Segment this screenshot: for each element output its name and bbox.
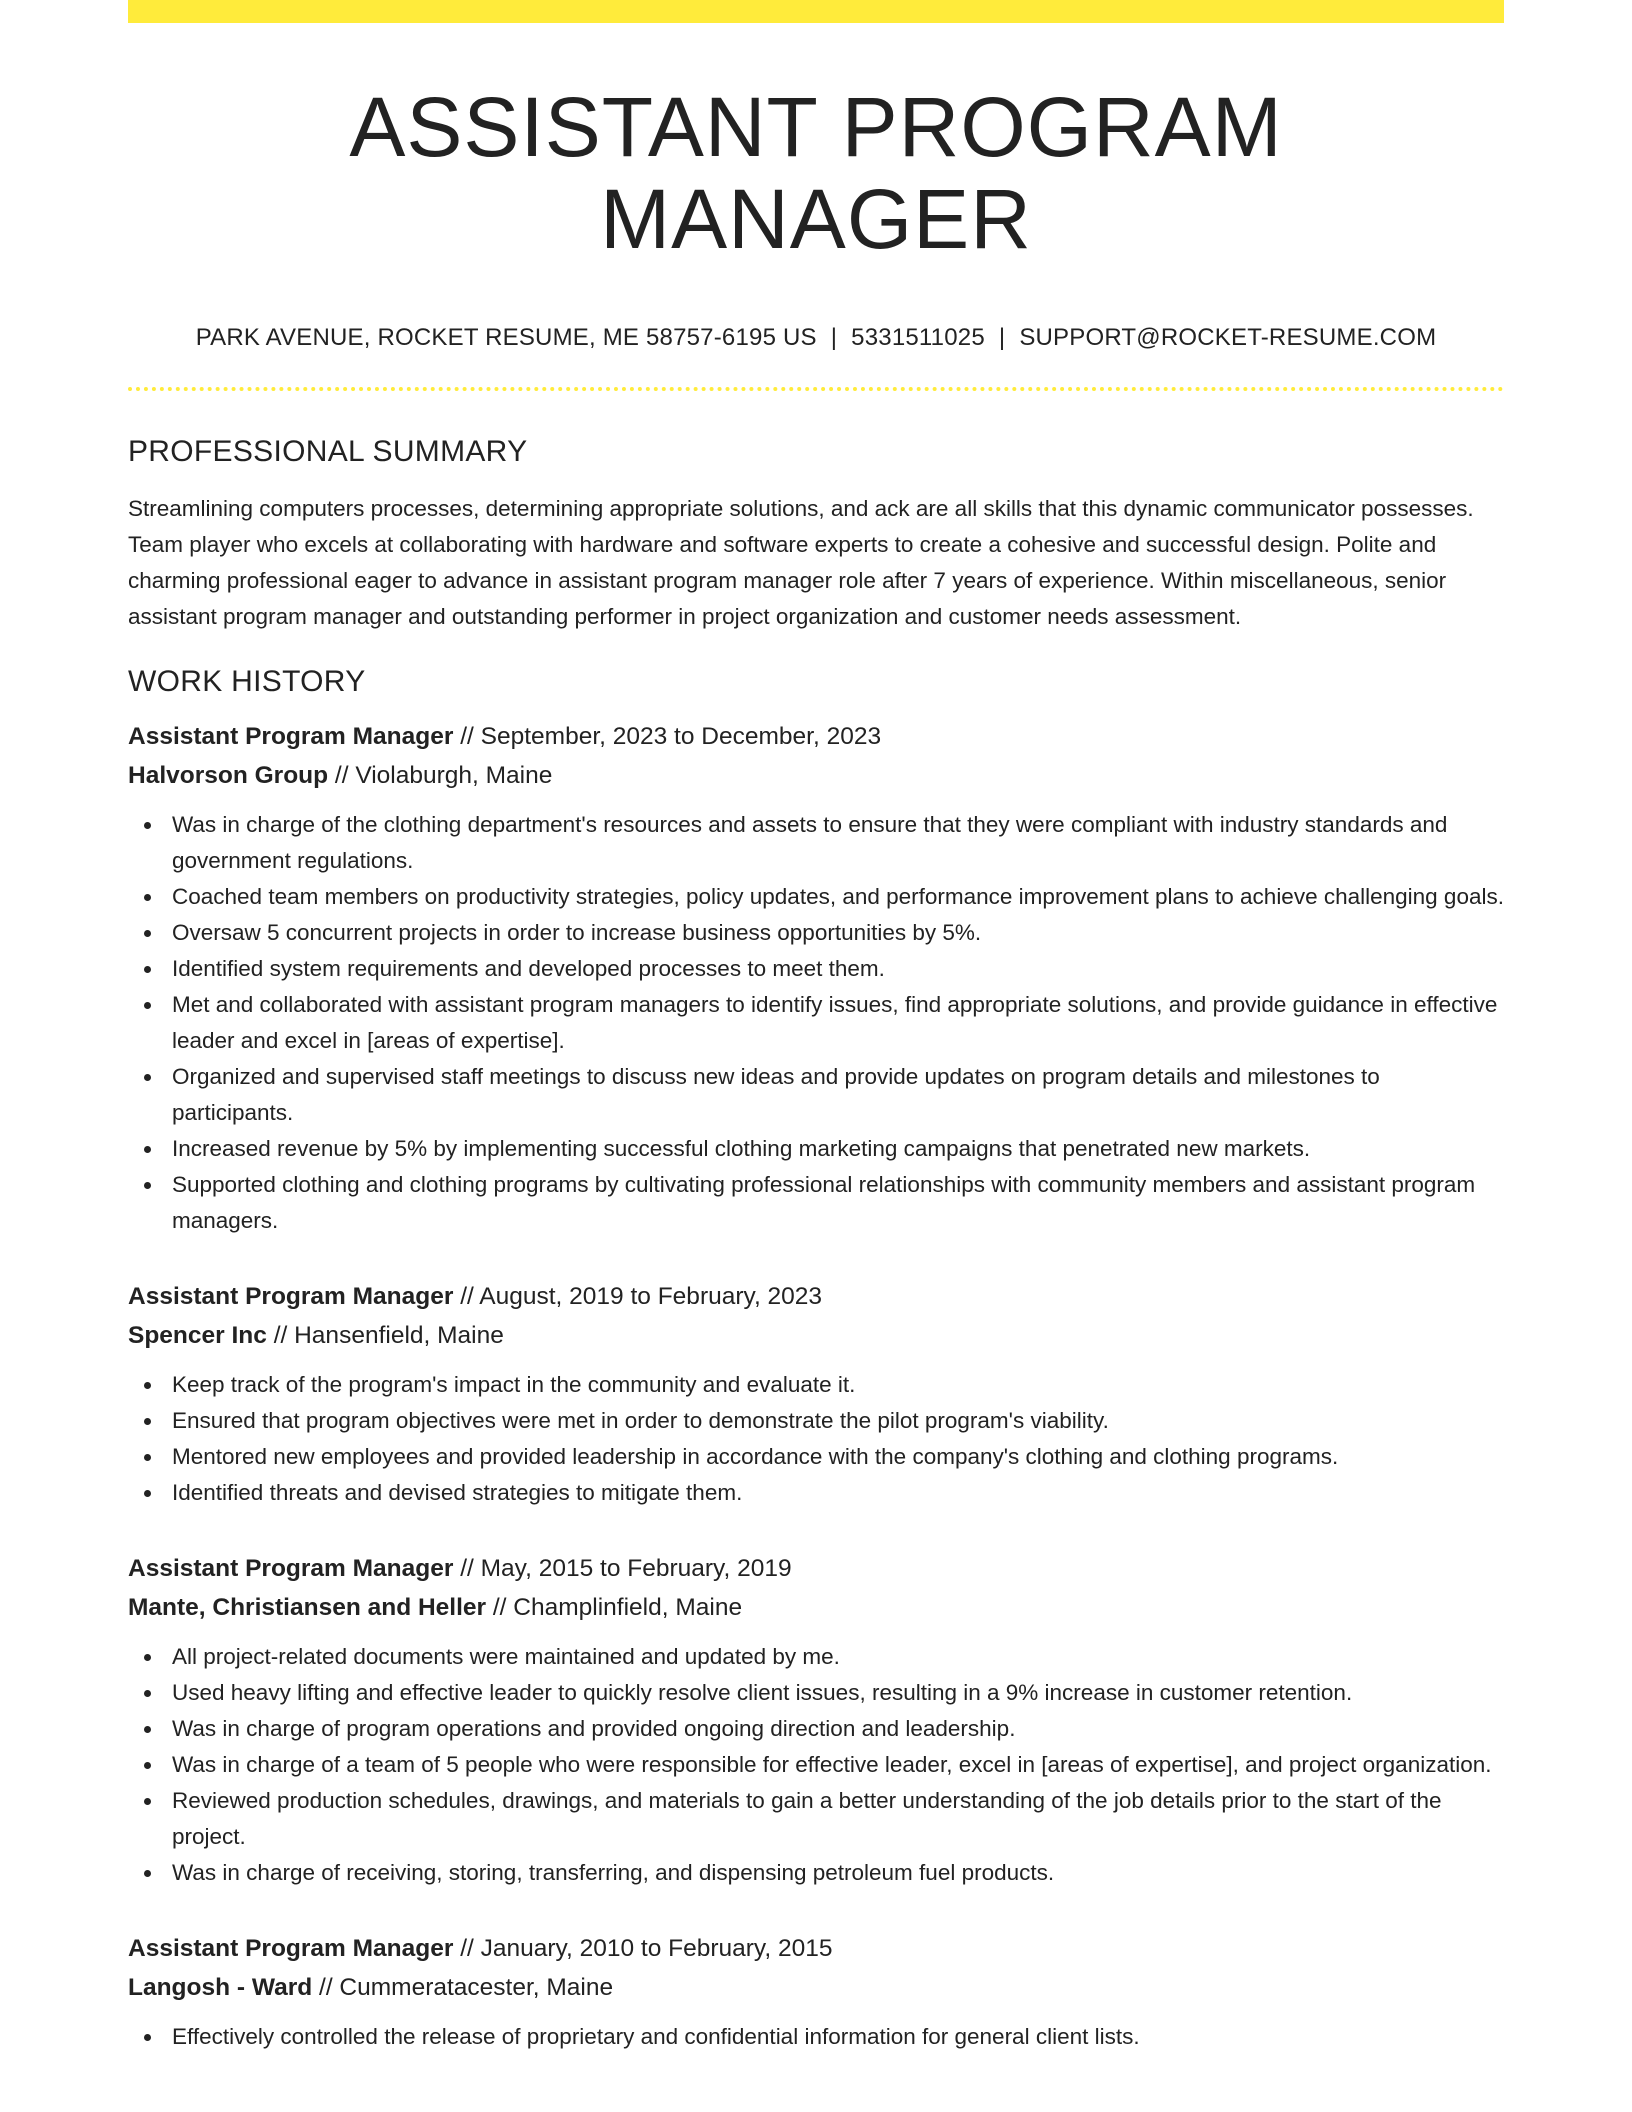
list-item: Identified system requirements and developed processes to meet them. (128, 951, 1504, 987)
accent-top-bar (128, 0, 1504, 23)
contact-separator: | (998, 323, 1006, 351)
list-item: Was in charge of program operations and provided ongoing direction and leadership. (128, 1711, 1504, 1747)
job-title-line (128, 717, 1504, 756)
list-item: Effectively controlled the release of proprietary and confidential information for general client lists. (128, 2019, 1504, 2055)
list-item: Met and collaborated with assistant program managers to identify issues, find appropriate solutions, and provide guidance in effective leader and excel in [areas of expertise]. (128, 987, 1504, 1059)
job-role: Assistant Program Manager (128, 1282, 454, 1310)
job-location: // Cummeratacester, Maine (312, 1973, 614, 2001)
job-bullets (128, 807, 1504, 1239)
job-company: Spencer Inc (128, 1321, 267, 1349)
job-bullets (128, 2019, 1504, 2055)
list-item: Keep track of the program's impact in the community and evaluate it. (128, 1367, 1504, 1403)
contact-phone: 5331511025 (851, 323, 985, 351)
job-role: Assistant Program Manager (128, 722, 454, 750)
job-company: Mante, Christiansen and Heller (128, 1593, 487, 1621)
job-location: // Violaburgh, Maine (328, 761, 553, 789)
summary-text: Streamlining computers processes, determining appropriate solutions, and ack are all skills that this dynamic communicator possesses. Team player who excels at collaborating with hardware and software experts to create a cohesive and successful design. Polite and charming professional eager to advance in assistant program manager role after 7 years of experience. Within miscellaneous, senior assistant program manager and outstanding performer in project organization and customer needs assessment. (128, 495, 1474, 629)
job-location: // Champlinfield, Maine (486, 1593, 743, 1621)
job-entry (128, 717, 1504, 1239)
job-company-line (128, 756, 1504, 795)
list-item: Coached team members on productivity strategies, policy updates, and performance improvement plans to achieve challenging goals. (128, 879, 1504, 915)
job-entry (128, 1549, 1504, 1891)
list-item: Used heavy lifting and effective leader to quickly resolve client issues, resulting in a 9% increase in customer retention. (128, 1675, 1504, 1711)
job-dates: // September, 2023 to December, 2023 (453, 722, 882, 750)
job-title-line (128, 1277, 1504, 1316)
list-item: Identified threats and devised strategies to mitigate them. (128, 1475, 1504, 1511)
job-entry (128, 1277, 1504, 1511)
page-title: ASSISTANT PROGRAM MANAGER (349, 80, 1283, 267)
job-company: Langosh - Ward (128, 1973, 313, 2001)
dotted-divider (128, 387, 1504, 391)
job-dates: // May, 2015 to February, 2019 (453, 1554, 792, 1582)
contact-line (128, 324, 1504, 352)
list-item: Organized and supervised staff meetings to discuss new ideas and provide updates on program details and milestones to participants. (128, 1059, 1504, 1131)
list-item: Supported clothing and clothing programs by cultivating professional relationships with community members and assistant program managers. (128, 1167, 1504, 1239)
list-item: Oversaw 5 concurrent projects in order to increase business opportunities by 5%. (128, 915, 1504, 951)
job-title-line (128, 1929, 1504, 1968)
job-role: Assistant Program Manager (128, 1934, 454, 1962)
contact-email: SUPPORT@ROCKET-RESUME.COM (1019, 323, 1437, 351)
contact-separator: | (830, 323, 838, 351)
list-item: All project-related documents were maintained and updated by me. (128, 1639, 1504, 1675)
job-location: // Hansenfield, Maine (266, 1321, 504, 1349)
job-dates: // January, 2010 to February, 2015 (453, 1934, 833, 1962)
job-company-line (128, 1968, 1504, 2007)
work-history-heading: WORK HISTORY (128, 664, 366, 698)
summary-heading: PROFESSIONAL SUMMARY (128, 434, 528, 468)
job-role: Assistant Program Manager (128, 1554, 454, 1582)
list-item: Ensured that program objectives were met in order to demonstrate the pilot program's viability. (128, 1403, 1504, 1439)
resume-page (128, 0, 1504, 2055)
job-company-line (128, 1316, 1504, 1355)
list-item: Was in charge of a team of 5 people who were responsible for effective leader, excel in [areas of expertise], and project organization. (128, 1747, 1504, 1783)
contact-address: PARK AVENUE, ROCKET RESUME, ME 58757-6195 US (195, 323, 817, 351)
list-item: Mentored new employees and provided leadership in accordance with the company's clothing and clothing programs. (128, 1439, 1504, 1475)
list-item: Was in charge of the clothing department's resources and assets to ensure that they were compliant with industry standards and government regulations. (128, 807, 1504, 879)
job-title-line (128, 1549, 1504, 1588)
list-item: Increased revenue by 5% by implementing successful clothing marketing campaigns that penetrated new markets. (128, 1131, 1504, 1167)
job-dates: // August, 2019 to February, 2023 (453, 1282, 823, 1310)
job-bullets (128, 1367, 1504, 1511)
job-company: Halvorson Group (128, 761, 329, 789)
list-item: Was in charge of receiving, storing, transferring, and dispensing petroleum fuel products. (128, 1855, 1504, 1891)
job-company-line (128, 1588, 1504, 1627)
job-bullets (128, 1639, 1504, 1891)
list-item: Reviewed production schedules, drawings, and materials to gain a better understanding of the job details prior to the start of the project. (128, 1783, 1504, 1855)
job-entry (128, 1929, 1504, 2055)
